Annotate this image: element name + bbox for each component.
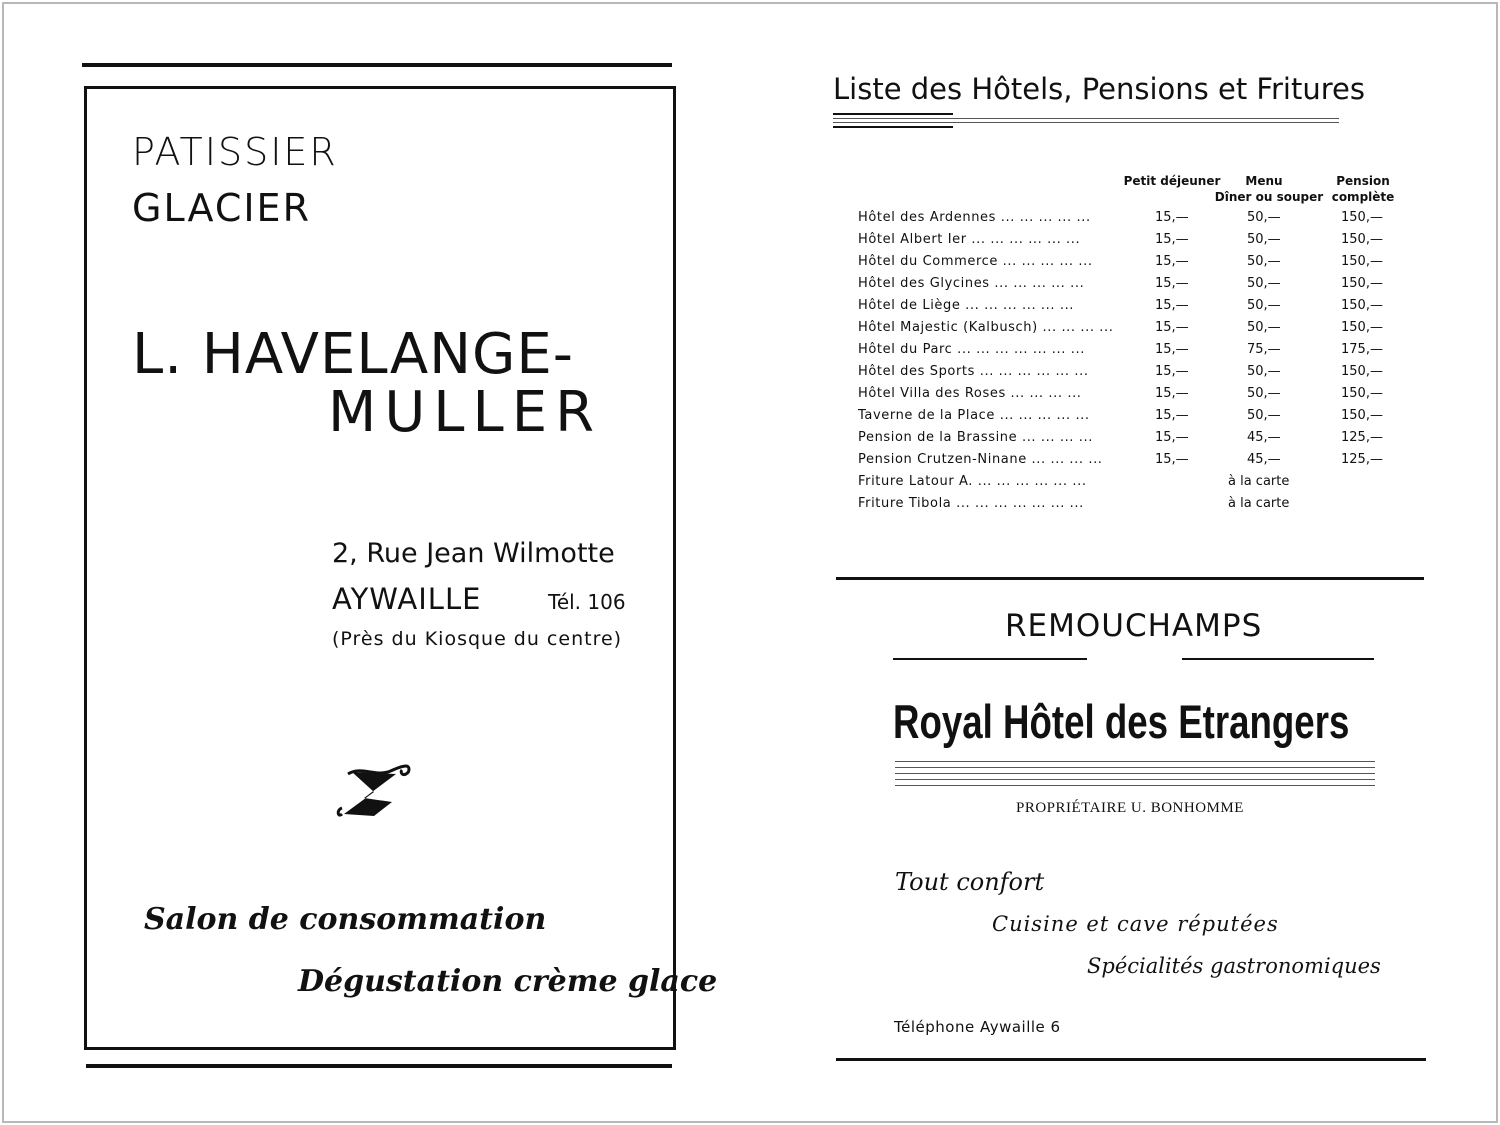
slogan-specialites: Spécialités gastronomiques xyxy=(1087,954,1381,978)
hotel-row-breakfast: 15,— xyxy=(1155,276,1189,291)
ad-bottom-rule xyxy=(836,1058,1426,1061)
hotel-row-menu: à la carte xyxy=(1228,474,1290,489)
hotel-row-pension: 150,— xyxy=(1341,320,1383,335)
town-rule-right xyxy=(1182,658,1374,660)
title-underline-thick xyxy=(833,113,953,115)
hotel-row-name: Hôtel du Commerce ... ... ... ... ... xyxy=(858,254,1093,269)
bottom-rule-left xyxy=(86,1064,672,1068)
hotel-row-pension: 150,— xyxy=(1341,364,1383,379)
hotel-row-breakfast: 15,— xyxy=(1155,298,1189,313)
title-underline-2 xyxy=(833,122,1339,123)
hotel-row-menu: 45,— xyxy=(1247,430,1281,445)
hotel-row-breakfast: 15,— xyxy=(1155,342,1189,357)
hotel-row-breakfast: 15,— xyxy=(1155,320,1189,335)
hotel-row-menu: 50,— xyxy=(1247,232,1281,247)
town-rule-left xyxy=(893,658,1087,660)
shop-address: 2, Rue Jean Wilmotte xyxy=(332,538,615,569)
shop-name-line2: MULLER xyxy=(328,380,602,445)
hotel-row-name: Hôtel Majestic (Kalbusch) ... ... ... ... xyxy=(858,320,1114,335)
hotel-row-pension: 150,— xyxy=(1341,210,1383,225)
hotel-row-menu: 50,— xyxy=(1247,364,1281,379)
hotel-row-name: Friture Latour A. ... ... ... ... ... ... xyxy=(858,474,1087,489)
hotel-name-rule-4 xyxy=(895,779,1375,780)
hotel-row-menu: 50,— xyxy=(1247,298,1281,313)
hotel-row-pension: 150,— xyxy=(1341,232,1383,247)
header-pension: Pension xyxy=(1336,174,1390,188)
title-underline-thick-2 xyxy=(833,126,953,128)
hotel-list-title: Liste des Hôtels, Pensions et Fritures xyxy=(833,72,1365,106)
hotel-row-name: Friture Tibola ... ... ... ... ... ... ... xyxy=(858,496,1084,511)
hotel-row-pension: 150,— xyxy=(1341,254,1383,269)
hotel-row-pension: 125,— xyxy=(1341,430,1383,445)
hotel-row-pension: 125,— xyxy=(1341,452,1383,467)
hotel-row-name: Hôtel de Liège ... ... ... ... ... ... xyxy=(858,298,1075,313)
hotel-row-menu: 50,— xyxy=(1247,276,1281,291)
hotel-row-menu: 50,— xyxy=(1247,386,1281,401)
shop-location-note: (Près du Kiosque du centre) xyxy=(332,628,623,650)
top-rule-left xyxy=(82,63,672,67)
hotel-row-menu: 50,— xyxy=(1247,320,1281,335)
hotel-row-name: Hôtel des Glycines ... ... ... ... ... xyxy=(858,276,1085,291)
slogan-confort: Tout confort xyxy=(895,868,1045,896)
hotel-row-breakfast: 15,— xyxy=(1155,364,1189,379)
slogan-cuisine: Cuisine et cave réputées xyxy=(992,912,1279,936)
title-underline-1 xyxy=(833,118,1339,119)
header-menu-sub: Dîner ou souper xyxy=(1214,190,1324,204)
hotel-row-name: Pension de la Brassine ... ... ... ... xyxy=(858,430,1093,445)
town-remouchamps: REMOUCHAMPS xyxy=(1005,608,1263,644)
hotel-name-rule-1 xyxy=(895,761,1375,762)
hotel-row-name: Hôtel des Ardennes ... ... ... ... ... xyxy=(858,210,1091,225)
monogram-logo-icon xyxy=(334,762,414,820)
hotel-name-rule-3 xyxy=(895,773,1375,774)
trade-patissier: PATISSIER xyxy=(132,130,338,174)
hotel-name: Royal Hôtel des Etrangers xyxy=(893,695,1350,748)
hotel-row-menu: 50,— xyxy=(1247,254,1281,269)
header-menu: Menu xyxy=(1245,174,1283,188)
hotel-row-breakfast: 15,— xyxy=(1155,430,1189,445)
hotel-row-menu: 50,— xyxy=(1247,210,1281,225)
hotel-row-name: Pension Crutzen-Ninane ... ... ... ... xyxy=(858,452,1103,467)
shop-town: AYWAILLE xyxy=(332,582,482,616)
hotel-owner: PROPRIÉTAIRE U. BONHOMME xyxy=(1016,800,1244,816)
hotel-row-breakfast: 15,— xyxy=(1155,408,1189,423)
ad-top-rule xyxy=(836,577,1424,580)
hotel-name-rule-5 xyxy=(895,785,1375,786)
hotel-row-pension: 150,— xyxy=(1341,276,1383,291)
hotel-row-name: Hôtel Albert Ier ... ... ... ... ... ... xyxy=(858,232,1081,247)
hotel-row-pension: 150,— xyxy=(1341,298,1383,313)
hotel-name-rule-2 xyxy=(895,767,1375,768)
trade-glacier: GLACIER xyxy=(132,186,311,230)
shop-telephone: Tél. 106 xyxy=(548,590,626,614)
hotel-row-name: Hôtel Villa des Roses ... ... ... ... xyxy=(858,386,1082,401)
hotel-row-breakfast: 15,— xyxy=(1155,232,1189,247)
hotel-row-breakfast: 15,— xyxy=(1155,386,1189,401)
hotel-telephone: Téléphone Aywaille 6 xyxy=(894,1018,1061,1036)
hotel-row-menu: à la carte xyxy=(1228,496,1290,511)
hotel-row-menu: 50,— xyxy=(1247,408,1281,423)
hotel-row-pension: 150,— xyxy=(1341,386,1383,401)
header-breakfast: Petit déjeuner xyxy=(1123,174,1221,188)
hotel-row-name: Taverne de la Place ... ... ... ... ... xyxy=(858,408,1090,423)
slogan-salon: Salon de consommation xyxy=(144,902,547,937)
hotel-row-pension: 150,— xyxy=(1341,408,1383,423)
hotel-row-breakfast: 15,— xyxy=(1155,452,1189,467)
hotel-row-breakfast: 15,— xyxy=(1155,210,1189,225)
hotel-row-menu: 45,— xyxy=(1247,452,1281,467)
hotel-row-name: Hôtel des Sports ... ... ... ... ... ... xyxy=(858,364,1089,379)
hotel-row-name: Hôtel du Parc ... ... ... ... ... ... ... xyxy=(858,342,1085,357)
hotel-row-breakfast: 15,— xyxy=(1155,254,1189,269)
slogan-degustation: Dégustation crème glace xyxy=(298,964,718,999)
hotel-row-pension: 175,— xyxy=(1341,342,1383,357)
hotel-row-menu: 75,— xyxy=(1247,342,1281,357)
header-pension-sub: complète xyxy=(1331,190,1395,204)
shop-name-line1: L. HAVELANGE- xyxy=(132,322,574,387)
